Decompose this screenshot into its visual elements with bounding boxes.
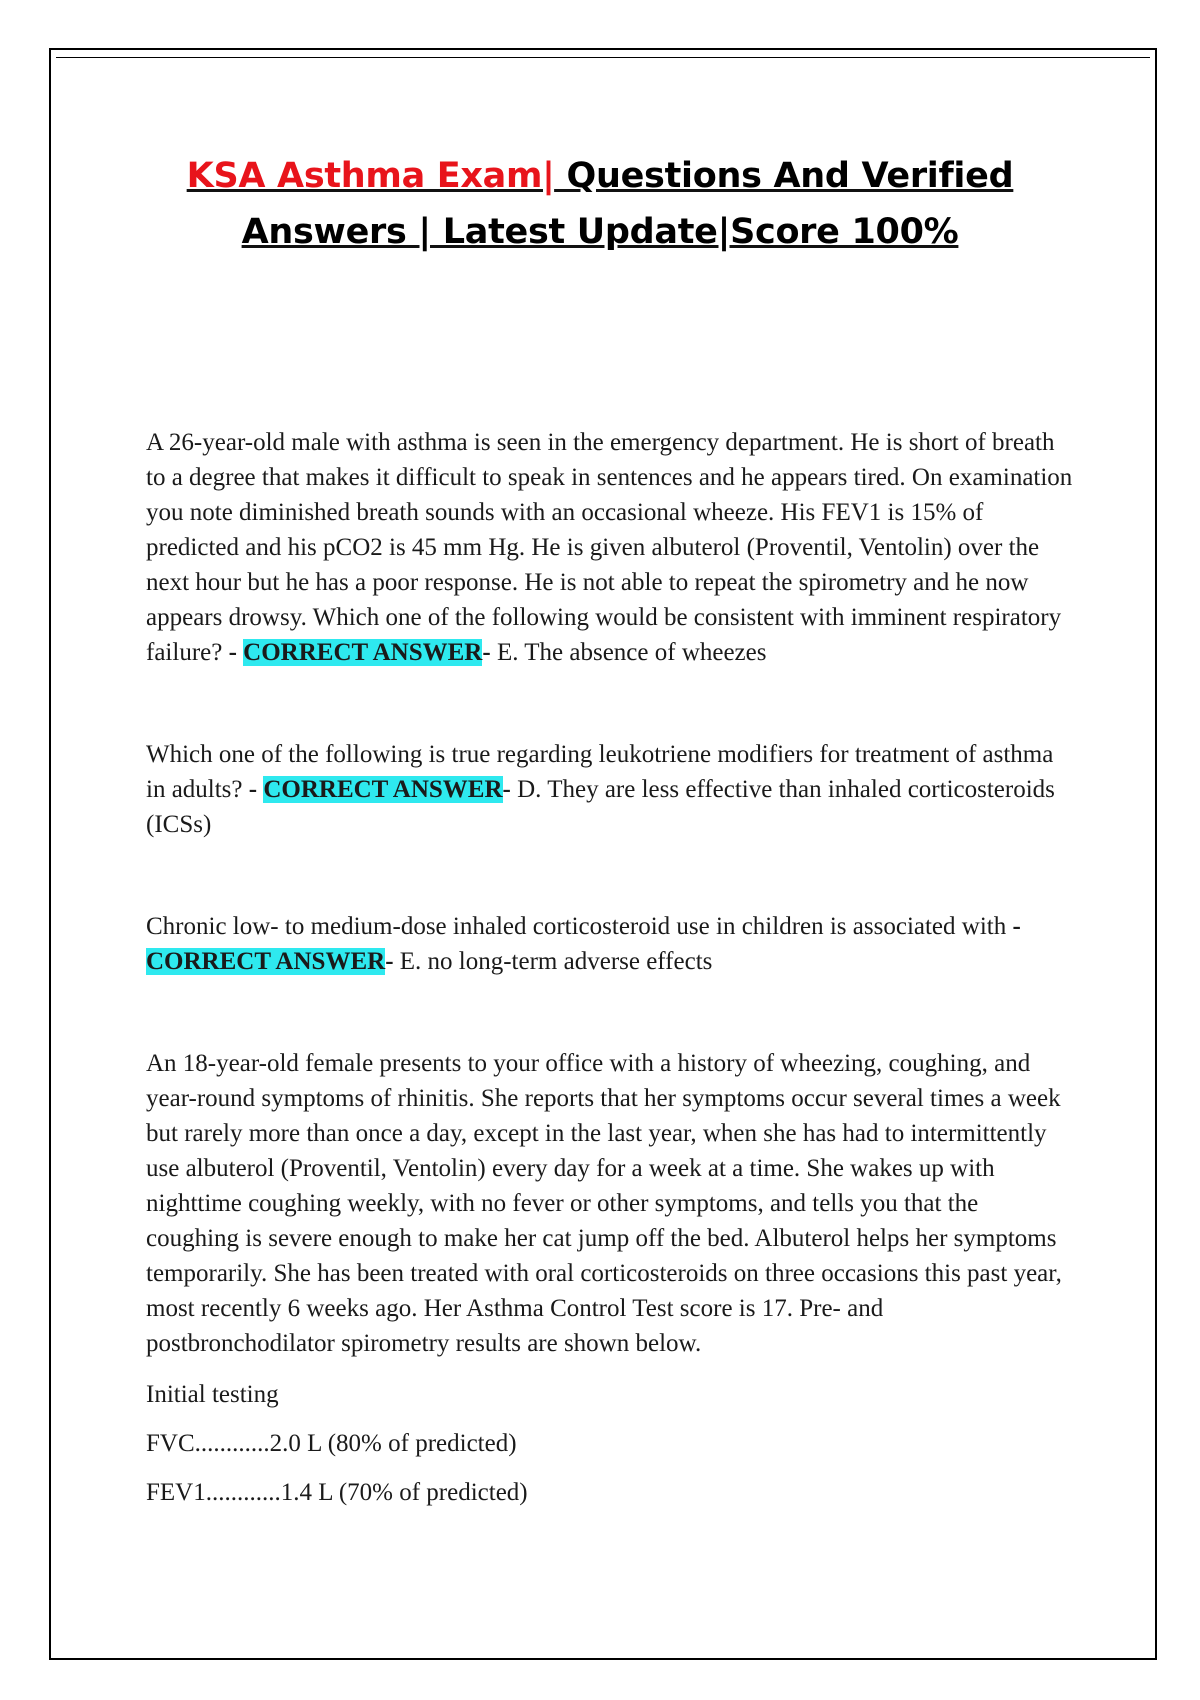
correct-answer-marker: CORRECT ANSWER	[243, 639, 483, 666]
answer-text: D. They are less effective than inhaled corticosteroids (ICSs)	[146, 776, 1055, 838]
initial-testing-label: Initial testing	[146, 1381, 279, 1408]
question-text: A 26-year-old male with asthma is seen in the emergency department. He is short of breath to a degree that makes it difficult to speak in sentences and he appears tired. On examination you note diminished breath sounds with an occasional wheeze. His FEV1 is 15% of predicted and his pCO2 is 45 mm Hg. He is given albuterol (Proventil, Ventolin) over the next hour but he has a poor response. He is not able to repeat the spirometry and he now appears drowsy. Which one of the following would be consistent with imminent respiratory failure?	[146, 429, 1073, 666]
answer-text: E. no long-term adverse effects	[399, 948, 713, 975]
title-black-part-2: Answers | Latest Update|Score 100%	[241, 212, 959, 252]
question-text: Which one of the following is true regarding leukotriene modifiers for treatment of asthma in adults?	[146, 741, 1054, 803]
title-red-part: KSA Asthma Exam|	[186, 156, 555, 196]
test-result-fev1: FEV1............1.4 L (70% of predicted)	[146, 1479, 528, 1506]
qa-item-1: A 26-year-old male with asthma is seen in the emergency department. He is short of breath to a degree that makes it difficult to speak in sentences and he appears tired. On examination you note diminished breath sounds with an occasional wheeze. His FEV1 is 15% of predicted and his pCO2 is 45 mm Hg. He is given albuterol (Proventil, Ventolin) over the next hour but he has a poor response. He is not able to repeat the spirometry and he now appears drowsy. Which one of the following would be consistent with imminent respiratory failure? - CORRECT ANSWER- E. The absence of wheezes	[146, 429, 1073, 666]
title-black-part-1: Questions And Verified	[554, 156, 1014, 196]
correct-answer-marker: CORRECT ANSWER	[263, 776, 503, 803]
answer-text: E. The absence of wheezes	[496, 639, 767, 666]
correct-answer-marker: CORRECT ANSWER	[146, 948, 386, 975]
question-text: Chronic low- to medium-dose inhaled corticosteroid use in children is associated with	[146, 913, 1007, 940]
document-body	[146, 425, 1076, 1510]
test-result-fvc: FVC............2.0 L (80% of predicted)	[146, 1430, 517, 1457]
document-title	[100, 148, 1100, 260]
case-paragraph: An 18-year-old female presents to your office with a history of wheezing, coughing, and year-round symptoms of rhinitis. She reports that her symptoms occur several times a week but rarely more than once a day, except in the last year, when she has had to intermittently use albuterol (Proventil, Ventolin) every day for a week at a time. She wakes up with nighttime coughing weekly, with no fever or other symptoms, and tells you that the coughing is severe enough to make her cat jump off the bed. Albuterol helps her symptoms temporarily. She has been treated with oral corticosteroids on three occasions this past year, most recently 6 weeks ago. Her Asthma Control Test score is 17. Pre- and postbronchodilator spirometry results are shown below.	[146, 1050, 1062, 1357]
qa-item-2: Which one of the following is true regarding leukotriene modifiers for treatment of asthma in adults? - CORRECT ANSWER- D. They are less effective than inhaled corticosteroids (ICSs)	[146, 741, 1055, 838]
page-border-inner-line	[56, 57, 1150, 58]
qa-item-3: Chronic low- to medium-dose inhaled corticosteroid use in children is associated with - CORRECT ANSWER- E. no long-term adverse effects	[146, 913, 1021, 975]
